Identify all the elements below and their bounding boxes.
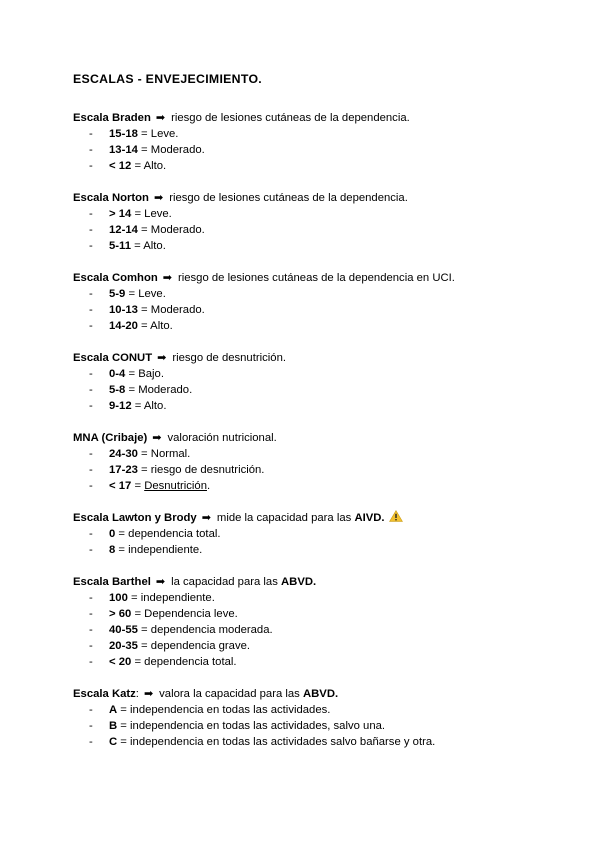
scale-section bbox=[73, 574, 573, 670]
scale-description: valoración nutricional. bbox=[167, 432, 277, 444]
list-item bbox=[73, 606, 573, 622]
list-item bbox=[73, 702, 573, 718]
item-range: 13-14 bbox=[109, 144, 138, 156]
list-item bbox=[73, 158, 573, 174]
scale-name: Escala Katz bbox=[73, 688, 136, 700]
list-dash: - bbox=[89, 224, 93, 236]
list-dash: - bbox=[89, 464, 93, 476]
scale-section bbox=[73, 510, 573, 558]
right-arrow-icon: ➡ bbox=[153, 192, 164, 204]
scale-description: riesgo de lesiones cutáneas de la dependencia. bbox=[169, 192, 408, 204]
list-dash: - bbox=[89, 544, 93, 556]
item-meaning: = riesgo de desnutrición. bbox=[137, 464, 265, 476]
item-meaning: = Alto. bbox=[131, 240, 166, 252]
list-dash: - bbox=[89, 704, 93, 716]
item-range: 12-14 bbox=[109, 224, 138, 236]
list-item bbox=[73, 638, 573, 654]
list-dash: - bbox=[89, 160, 93, 172]
list-item bbox=[73, 622, 573, 638]
list-item bbox=[73, 302, 573, 318]
list-item bbox=[73, 718, 573, 734]
list-item bbox=[73, 542, 573, 558]
scale-section bbox=[73, 190, 573, 254]
scale-description: riesgo de lesiones cutáneas de la dependencia en UCI. bbox=[177, 272, 455, 284]
scale-section bbox=[73, 686, 573, 750]
list-dash: - bbox=[89, 240, 93, 252]
document-title: ESCALAS - ENVEJECIMIENTO. bbox=[73, 72, 263, 86]
item-meaning: = independiente. bbox=[115, 544, 203, 556]
scale-description: mide la capacidad para las bbox=[216, 512, 355, 524]
list-item bbox=[73, 126, 573, 142]
list-dash: - bbox=[89, 656, 93, 668]
list-item bbox=[73, 318, 573, 334]
item-range: 100 bbox=[109, 592, 128, 604]
list-item bbox=[73, 142, 573, 158]
item-meaning: = Dependencia leve. bbox=[131, 608, 238, 620]
item-range: 15-18 bbox=[109, 128, 138, 140]
list-dash: - bbox=[89, 624, 93, 636]
scale-section bbox=[73, 350, 573, 414]
scale-section bbox=[73, 270, 573, 334]
scale-name: Escala CONUT bbox=[73, 352, 153, 364]
list-item bbox=[73, 238, 573, 254]
item-meaning: = Leve. bbox=[137, 128, 179, 140]
list-dash: - bbox=[89, 736, 93, 748]
list-dash: - bbox=[89, 288, 93, 300]
list-item bbox=[73, 446, 573, 462]
item-meaning: = Bajo. bbox=[125, 368, 164, 380]
item-range: 24-30 bbox=[109, 448, 138, 460]
item-meaning: = Leve. bbox=[125, 288, 166, 300]
item-meaning: = Alto. bbox=[131, 160, 167, 172]
right-arrow-icon: ➡ bbox=[152, 432, 162, 444]
item-meaning-suffix: . bbox=[206, 480, 211, 492]
item-range: 40-55 bbox=[109, 624, 138, 636]
scale-items-list bbox=[73, 446, 573, 494]
list-dash: - bbox=[89, 208, 93, 220]
list-dash: - bbox=[89, 528, 93, 540]
item-range: > 60 bbox=[109, 608, 132, 620]
list-dash: - bbox=[89, 128, 93, 140]
list-dash: - bbox=[89, 608, 93, 620]
scale-description: la capacidad para las bbox=[171, 576, 281, 588]
item-range: 5-11 bbox=[109, 240, 131, 252]
list-item bbox=[73, 398, 573, 414]
scale-name: Escala Braden bbox=[73, 112, 151, 124]
item-range: B bbox=[109, 720, 118, 732]
scale-name: Escala Barthel bbox=[73, 576, 151, 588]
item-range: 20-35 bbox=[109, 640, 138, 652]
item-meaning-underlined: Desnutrición bbox=[144, 480, 207, 492]
item-meaning: = independencia en todas las actividades, salvo una. bbox=[117, 720, 386, 732]
right-arrow-icon: ➡ bbox=[157, 352, 167, 364]
document-page bbox=[73, 71, 573, 766]
scale-heading bbox=[73, 686, 573, 702]
list-dash: - bbox=[89, 320, 93, 332]
list-dash: - bbox=[89, 448, 93, 460]
scale-items-list bbox=[73, 126, 573, 174]
item-meaning: = Alto. bbox=[131, 400, 167, 412]
scale-description-emphasis: ABVD. bbox=[281, 576, 317, 588]
item-range: 9-12 bbox=[109, 400, 132, 412]
list-item bbox=[73, 734, 573, 750]
item-meaning: = dependencia moderada. bbox=[137, 624, 273, 636]
item-range: C bbox=[109, 736, 118, 748]
list-item bbox=[73, 526, 573, 542]
right-arrow-icon: ➡ bbox=[155, 112, 166, 124]
scale-name: Escala Lawton y Brody bbox=[73, 512, 197, 524]
scale-items-list bbox=[73, 590, 573, 670]
item-meaning: = dependencia total. bbox=[115, 528, 221, 540]
scale-description: valora la capacidad para las bbox=[159, 688, 303, 700]
item-range: 10-13 bbox=[109, 304, 138, 316]
scale-items-list bbox=[73, 702, 573, 750]
scale-name-suffix: : bbox=[135, 688, 139, 700]
scale-description-emphasis: AIVD. bbox=[354, 512, 385, 524]
list-dash: - bbox=[89, 304, 93, 316]
item-meaning: = independencia en todas las actividades. bbox=[117, 704, 331, 716]
scale-items-list bbox=[73, 526, 573, 558]
scale-heading bbox=[73, 270, 573, 286]
list-item bbox=[73, 286, 573, 302]
item-meaning: = dependencia grave. bbox=[137, 640, 251, 652]
scale-heading bbox=[73, 190, 573, 206]
item-range: < 17 bbox=[109, 480, 132, 492]
scale-items-list bbox=[73, 286, 573, 334]
item-range: A bbox=[109, 704, 118, 716]
list-item bbox=[73, 590, 573, 606]
scale-description-emphasis: ABVD. bbox=[302, 688, 339, 700]
warning-triangle-icon bbox=[389, 510, 403, 522]
list-item bbox=[73, 206, 573, 222]
right-arrow-icon: ➡ bbox=[162, 272, 172, 284]
item-meaning: = bbox=[131, 480, 145, 492]
scale-items-list bbox=[73, 366, 573, 414]
scale-description: riesgo de lesiones cutáneas de la dependencia. bbox=[171, 112, 410, 124]
right-arrow-icon: ➡ bbox=[201, 512, 211, 524]
scale-heading bbox=[73, 350, 573, 366]
list-item bbox=[73, 462, 573, 478]
sections-container bbox=[73, 110, 573, 750]
list-dash: - bbox=[89, 640, 93, 652]
item-meaning: = dependencia total. bbox=[131, 656, 237, 668]
scale-name: Escala Norton bbox=[73, 192, 149, 204]
list-dash: - bbox=[89, 480, 93, 492]
scale-name: MNA (Cribaje) bbox=[73, 432, 148, 444]
item-range: 14-20 bbox=[109, 320, 138, 332]
scale-name: Escala Comhon bbox=[73, 272, 158, 284]
list-item bbox=[73, 366, 573, 382]
item-range: > 14 bbox=[109, 208, 132, 220]
item-meaning: = Leve. bbox=[131, 208, 172, 220]
scale-items-list bbox=[73, 206, 573, 254]
item-range: 5-9 bbox=[109, 288, 126, 300]
list-dash: - bbox=[89, 400, 93, 412]
item-meaning: = independiente. bbox=[127, 592, 215, 604]
item-range: < 20 bbox=[109, 656, 132, 668]
scale-description: riesgo de desnutrición. bbox=[172, 352, 286, 364]
item-meaning: = Normal. bbox=[137, 448, 191, 460]
list-item bbox=[73, 222, 573, 238]
scale-heading bbox=[73, 110, 573, 126]
item-range: 8 bbox=[109, 544, 116, 556]
list-item bbox=[73, 654, 573, 670]
item-range: 0-4 bbox=[109, 368, 126, 380]
scale-section bbox=[73, 430, 573, 494]
scale-heading bbox=[73, 574, 573, 590]
item-range: 0 bbox=[109, 528, 116, 540]
list-dash: - bbox=[89, 384, 93, 396]
list-dash: - bbox=[89, 592, 93, 604]
right-arrow-icon: ➡ bbox=[143, 688, 154, 700]
item-meaning: = Moderado. bbox=[137, 144, 205, 156]
list-item bbox=[73, 478, 573, 494]
item-meaning: = Alto. bbox=[137, 320, 173, 332]
item-meaning: = Moderado. bbox=[125, 384, 193, 396]
list-dash: - bbox=[89, 368, 93, 380]
scale-heading bbox=[73, 510, 573, 526]
item-range: 5-8 bbox=[109, 384, 126, 396]
item-meaning: = Moderado. bbox=[137, 224, 205, 236]
right-arrow-icon: ➡ bbox=[155, 576, 166, 588]
scale-heading bbox=[73, 430, 573, 446]
list-item bbox=[73, 382, 573, 398]
list-dash: - bbox=[89, 144, 93, 156]
item-range: < 12 bbox=[109, 160, 132, 172]
list-dash: - bbox=[89, 720, 93, 732]
item-meaning: = Moderado. bbox=[137, 304, 205, 316]
item-range: 17-23 bbox=[109, 464, 138, 476]
scale-section bbox=[73, 110, 573, 174]
item-meaning: = independencia en todas las actividades salvo bañarse y otra. bbox=[117, 736, 436, 748]
